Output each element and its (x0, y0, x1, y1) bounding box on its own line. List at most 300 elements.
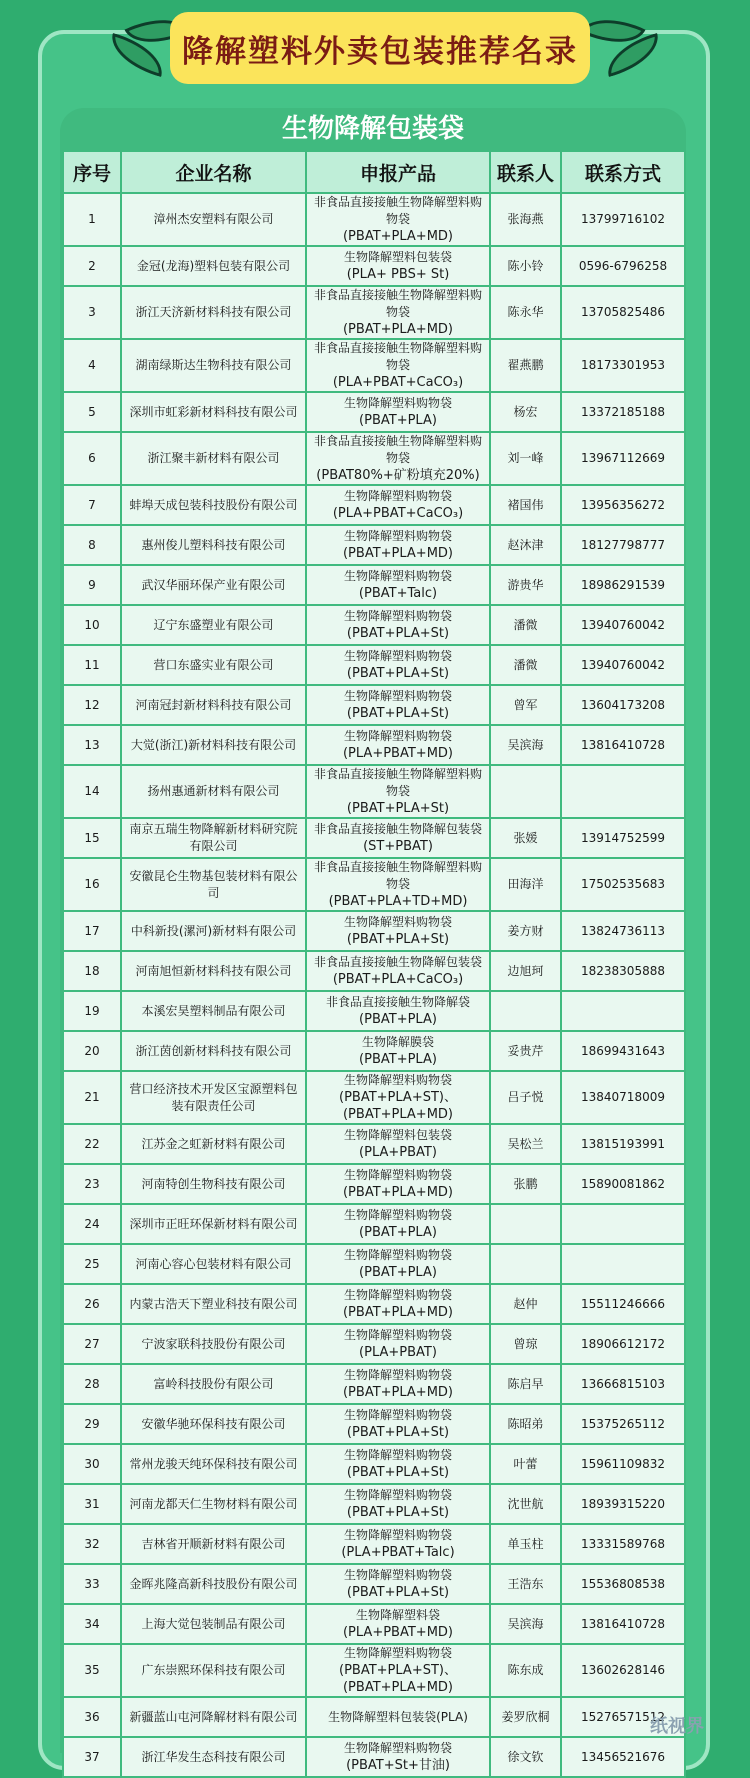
product-name: 非食品直接接触生物降解包装袋 (313, 822, 482, 836)
product-name: 非食品直接接触生物降解塑料购物袋 (313, 341, 482, 372)
row-number: 8 (63, 525, 121, 565)
contact-person: 陈东成 (490, 1644, 561, 1697)
product-cell (306, 818, 490, 858)
row-number: 29 (63, 1404, 121, 1444)
contact-person: 吴滨海 (490, 1604, 561, 1644)
company-name: 深圳市虹彩新材料科技有限公司 (121, 392, 306, 432)
product-composition: (PBAT+PLA+St) (346, 1465, 450, 1480)
contact-person: 王浩东 (490, 1564, 561, 1604)
contact-person: 田海洋 (490, 858, 561, 911)
product-composition: (PLA+PBAT+CaCO₃) (332, 506, 464, 521)
contact-person: 陈启早 (490, 1364, 561, 1404)
product-name: 非食品直接接触生物降解塑料购物袋 (313, 860, 482, 891)
contact-phone: 15961109832 (561, 1444, 685, 1484)
table-row (63, 1164, 685, 1204)
contact-person: 陈小铃 (490, 246, 561, 286)
product-cell (306, 1484, 490, 1524)
company-name: 宁波家联科技股份有限公司 (121, 1324, 306, 1364)
product-cell (306, 1284, 490, 1324)
row-number: 4 (63, 339, 121, 392)
product-cell (306, 1164, 490, 1204)
contact-phone: 18699431643 (561, 1031, 685, 1071)
contact-phone (561, 765, 685, 818)
company-name: 大觉(浙江)新材料科技有限公司 (121, 725, 306, 765)
company-name: 浙江天济新材料科技有限公司 (121, 286, 306, 339)
company-name: 扬州惠通新材料有限公司 (121, 765, 306, 818)
product-cell (306, 645, 490, 685)
product-composition: (PBAT+PLA+CaCO₃) (332, 972, 464, 987)
table-row (63, 605, 685, 645)
product-composition: (PBAT+PLA+MD) (342, 1385, 453, 1400)
table-row (63, 645, 685, 685)
contact-phone: 17502535683 (561, 858, 685, 911)
table-row (63, 485, 685, 525)
product-cell (306, 605, 490, 645)
column-header: 申报产品 (306, 151, 490, 193)
company-name: 惠州俊儿塑料科技有限公司 (121, 525, 306, 565)
product-name: 非食品直接接触生物降解塑料购物袋 (313, 767, 482, 798)
product-composition: (PBAT+PLA+St) (346, 626, 450, 641)
product-name: 生物降解塑料购物袋 (343, 1528, 452, 1542)
table-row (63, 432, 685, 485)
company-name: 吉林省开顺新材料有限公司 (121, 1524, 306, 1564)
table-row (63, 1071, 685, 1124)
product-composition: (PBAT+PLA+ST)、(PBAT+PLA+MD) (339, 1663, 457, 1695)
company-name: 安徽昆仑生物基包装材料有限公司 (121, 858, 306, 911)
product-composition: (PLA+PBAT) (359, 1345, 437, 1360)
contact-phone: 13816410728 (561, 1604, 685, 1644)
company-name: 辽宁东盛塑业有限公司 (121, 605, 306, 645)
company-name: 广东崇熙环保科技有限公司 (121, 1644, 306, 1697)
product-composition: (PBAT+PLA) (359, 413, 437, 428)
contact-person: 边旭珂 (490, 951, 561, 991)
company-name: 中科新投(漯河)新材料有限公司 (121, 911, 306, 951)
product-cell (306, 1404, 490, 1444)
product-name: 生物降解塑料购物袋 (343, 396, 452, 410)
contact-person: 张海燕 (490, 193, 561, 246)
product-name: 非食品直接接触生物降解袋 (325, 995, 470, 1009)
row-number: 25 (63, 1244, 121, 1284)
contact-phone (561, 1204, 685, 1244)
product-composition: (PBAT+PLA+MD) (342, 1305, 453, 1320)
contact-person: 妥贵芹 (490, 1031, 561, 1071)
product-name: 非食品直接接触生物降解塑料购物袋 (313, 288, 482, 319)
contact-person (490, 991, 561, 1031)
row-number: 9 (63, 565, 121, 605)
table-row (63, 1564, 685, 1604)
column-header: 企业名称 (121, 151, 306, 193)
row-number: 31 (63, 1484, 121, 1524)
product-name: 生物降解塑料购物袋 (343, 1368, 452, 1382)
contact-phone: 13940760042 (561, 645, 685, 685)
product-cell (306, 246, 490, 286)
contact-phone: 13602628146 (561, 1644, 685, 1697)
company-name: 金冠(龙海)塑料包装有限公司 (121, 246, 306, 286)
contact-phone: 13914752599 (561, 818, 685, 858)
product-composition: (PBAT+PLA+St) (346, 706, 450, 721)
company-name: 金晖兆隆高新科技股份有限公司 (121, 1564, 306, 1604)
row-number: 21 (63, 1071, 121, 1124)
product-name: 生物降解塑料购物袋 (343, 1568, 452, 1582)
row-number: 37 (63, 1737, 121, 1777)
row-number: 30 (63, 1444, 121, 1484)
contact-phone: 13967112669 (561, 432, 685, 485)
watermark-logo: 纸视界 (650, 1716, 704, 1737)
contact-person: 游贵华 (490, 565, 561, 605)
table-row (63, 286, 685, 339)
contact-person: 曾军 (490, 685, 561, 725)
contact-phone: 13372185188 (561, 392, 685, 432)
product-composition: (PBAT+PLA) (359, 1052, 437, 1067)
table-row (63, 765, 685, 818)
contact-person: 张鹏 (490, 1164, 561, 1204)
product-name: 生物降解塑料包装袋(PLA) (328, 1709, 468, 1724)
company-name: 浙江华发生态科技有限公司 (121, 1737, 306, 1777)
product-cell (306, 1604, 490, 1644)
product-cell (306, 1737, 490, 1777)
contact-person: 陈昭弟 (490, 1404, 561, 1444)
table-row (63, 1404, 685, 1444)
contact-person: 潘微 (490, 645, 561, 685)
table-header-row (63, 151, 685, 193)
company-name: 营口东盛实业有限公司 (121, 645, 306, 685)
company-name: 浙江聚丰新材料有限公司 (121, 432, 306, 485)
company-name: 南京五瑞生物降解新材料研究院有限公司 (121, 818, 306, 858)
company-name: 深圳市正旺环保新材料有限公司 (121, 1204, 306, 1244)
product-composition: (PBAT+PLA) (359, 1265, 437, 1280)
row-number: 13 (63, 725, 121, 765)
contact-person: 刘一峰 (490, 432, 561, 485)
company-name: 营口经济技术开发区宝源塑料包装有限责任公司 (121, 1071, 306, 1124)
contact-phone: 13799716102 (561, 193, 685, 246)
contact-phone: 13940760042 (561, 605, 685, 645)
product-composition: (PBAT+PLA+MD) (342, 322, 453, 337)
product-cell (306, 1524, 490, 1564)
table-row (63, 1604, 685, 1644)
row-number: 7 (63, 485, 121, 525)
product-name: 非食品直接接触生物降解塑料购物袋 (313, 434, 482, 465)
product-cell (306, 858, 490, 911)
product-cell (306, 765, 490, 818)
product-cell (306, 951, 490, 991)
company-name: 河南心容心包装材料有限公司 (121, 1244, 306, 1284)
page-title: 降解塑料外卖包装推荐名录 (170, 12, 590, 84)
table-row (63, 193, 685, 246)
product-composition: (PLA+PBAT+CaCO₃) (332, 375, 464, 390)
product-cell (306, 525, 490, 565)
contact-phone (561, 991, 685, 1031)
contact-person: 褚国伟 (490, 485, 561, 525)
row-number: 15 (63, 818, 121, 858)
company-name: 本溪宏昊塑料制品有限公司 (121, 991, 306, 1031)
column-header: 联系方式 (561, 151, 685, 193)
company-name: 河南特创生物科技有限公司 (121, 1164, 306, 1204)
product-cell (306, 1564, 490, 1604)
table-row (63, 565, 685, 605)
row-number: 19 (63, 991, 121, 1031)
contact-person (490, 1204, 561, 1244)
list-panel (60, 108, 686, 1773)
row-number: 14 (63, 765, 121, 818)
product-name: 生物降解塑料购物袋 (343, 1073, 452, 1087)
table-row (63, 1737, 685, 1777)
product-composition: (PBAT+PLA) (359, 1012, 437, 1027)
contact-phone: 15276571512 (561, 1697, 685, 1737)
row-number: 1 (63, 193, 121, 246)
table-row (63, 1644, 685, 1697)
product-cell (306, 485, 490, 525)
column-header: 联系人 (490, 151, 561, 193)
product-composition: (PBAT+St+甘油) (346, 1758, 450, 1773)
product-cell (306, 1071, 490, 1124)
table-row (63, 725, 685, 765)
product-composition: (ST+PBAT) (363, 839, 433, 854)
product-cell (306, 991, 490, 1031)
row-number: 20 (63, 1031, 121, 1071)
product-cell (306, 1697, 490, 1737)
company-name: 湖南绿斯达生物科技有限公司 (121, 339, 306, 392)
contact-person: 潘微 (490, 605, 561, 645)
row-number: 26 (63, 1284, 121, 1324)
contact-phone: 15511246666 (561, 1284, 685, 1324)
product-cell (306, 685, 490, 725)
company-name: 漳州杰安塑料有限公司 (121, 193, 306, 246)
table-row (63, 1204, 685, 1244)
contact-person: 杨宏 (490, 392, 561, 432)
product-composition: (PBAT+PLA+St) (346, 1585, 450, 1600)
company-name: 武汉华丽环保产业有限公司 (121, 565, 306, 605)
table-row (63, 858, 685, 911)
contact-phone: 13331589768 (561, 1524, 685, 1564)
row-number: 17 (63, 911, 121, 951)
contact-phone: 13705825486 (561, 286, 685, 339)
table-row (63, 951, 685, 991)
contact-person (490, 1244, 561, 1284)
company-name: 浙江茵创新材料科技有限公司 (121, 1031, 306, 1071)
contact-person: 曾琼 (490, 1324, 561, 1364)
contact-person: 姜罗欣桐 (490, 1697, 561, 1737)
company-name: 新疆蓝山屯河降解材料有限公司 (121, 1697, 306, 1737)
row-number: 5 (63, 392, 121, 432)
product-cell (306, 432, 490, 485)
table-row (63, 1031, 685, 1071)
row-number: 34 (63, 1604, 121, 1644)
contact-person: 张媛 (490, 818, 561, 858)
row-number: 11 (63, 645, 121, 685)
contact-person: 翟燕鹏 (490, 339, 561, 392)
contact-person: 赵沐津 (490, 525, 561, 565)
product-composition: (PBAT+PLA) (359, 1225, 437, 1240)
company-name: 内蒙古浩天下塑业科技有限公司 (121, 1284, 306, 1324)
contact-person: 吴松兰 (490, 1124, 561, 1164)
table-row (63, 392, 685, 432)
product-cell (306, 565, 490, 605)
product-cell (306, 725, 490, 765)
table-row (63, 246, 685, 286)
contact-phone: 13815193991 (561, 1124, 685, 1164)
contact-phone: 15536808538 (561, 1564, 685, 1604)
product-composition: (PBAT+PLA+St) (346, 1425, 450, 1440)
product-composition: (PBAT+PLA+St) (346, 932, 450, 947)
table-row (63, 991, 685, 1031)
contact-phone: 18127798777 (561, 525, 685, 565)
product-composition: (PLA+PBAT) (359, 1145, 437, 1160)
table-row (63, 818, 685, 858)
product-name: 生物降解塑料购物袋 (343, 1208, 452, 1222)
row-number: 18 (63, 951, 121, 991)
contact-phone: 13666815103 (561, 1364, 685, 1404)
product-name: 生物降解塑料购物袋 (343, 649, 452, 663)
product-composition: (PLA+PBAT+Talc) (341, 1545, 455, 1560)
contact-phone: 13956356272 (561, 485, 685, 525)
product-name: 生物降解塑料购物袋 (343, 915, 452, 929)
company-name: 江苏金之虹新材料有限公司 (121, 1124, 306, 1164)
product-composition: (PBAT+PLA+MD) (342, 1185, 453, 1200)
row-number: 10 (63, 605, 121, 645)
product-composition: (PBAT+PLA+MD) (342, 229, 453, 244)
contact-phone: 13816410728 (561, 725, 685, 765)
product-name: 生物降解塑料购物袋 (343, 1288, 452, 1302)
contact-phone: 15890081862 (561, 1164, 685, 1204)
company-name: 上海大觉包装制品有限公司 (121, 1604, 306, 1644)
product-name: 生物降解塑料包装袋 (343, 250, 452, 264)
product-name: 生物降解塑料购物袋 (343, 1248, 452, 1262)
product-composition: (PLA+PBAT+MD) (342, 1625, 453, 1640)
product-cell (306, 1031, 490, 1071)
contact-phone: 15375265112 (561, 1404, 685, 1444)
product-name: 生物降解塑料购物袋 (343, 1168, 452, 1182)
product-name: 非食品直接接触生物降解塑料购物袋 (313, 195, 482, 226)
row-number: 2 (63, 246, 121, 286)
product-composition: (PBAT+PLA+St) (346, 801, 450, 816)
product-composition: (PBAT+PLA+St) (346, 666, 450, 681)
product-name: 生物降解塑料购物袋 (343, 1328, 452, 1342)
product-name: 非食品直接接触生物降解包装袋 (313, 955, 482, 969)
company-name: 河南冠封新材料科技有限公司 (121, 685, 306, 725)
product-composition: (PBAT+Talc) (358, 586, 438, 601)
company-name: 河南龙都天仁生物材料有限公司 (121, 1484, 306, 1524)
product-name: 生物降解塑料购物袋 (343, 1646, 452, 1660)
row-number: 16 (63, 858, 121, 911)
table-row (63, 1124, 685, 1164)
product-cell (306, 193, 490, 246)
product-name: 生物降解塑料包装袋 (343, 1128, 452, 1142)
table-body (63, 193, 685, 1777)
product-composition: (PLA+ PBS+ St) (346, 267, 450, 282)
table-row (63, 1697, 685, 1737)
contact-person: 赵仲 (490, 1284, 561, 1324)
product-cell (306, 1244, 490, 1284)
row-number: 32 (63, 1524, 121, 1564)
row-number: 27 (63, 1324, 121, 1364)
contact-person: 吴滨海 (490, 725, 561, 765)
product-cell (306, 286, 490, 339)
product-cell (306, 1444, 490, 1484)
contact-phone (561, 1244, 685, 1284)
column-header: 序号 (63, 151, 121, 193)
product-name: 生物降解塑料购物袋 (343, 529, 452, 543)
contact-person (490, 765, 561, 818)
contact-phone: 18986291539 (561, 565, 685, 605)
product-name: 生物降解塑料购物袋 (343, 489, 452, 503)
product-cell (306, 911, 490, 951)
product-composition: (PBAT+PLA+St) (346, 1505, 450, 1520)
product-composition: (PBAT+PLA+TD+MD) (328, 894, 468, 909)
contact-person: 吕子悦 (490, 1071, 561, 1124)
product-cell (306, 1364, 490, 1404)
contact-phone: 18238305888 (561, 951, 685, 991)
row-number: 36 (63, 1697, 121, 1737)
recommendation-table (62, 150, 686, 1778)
product-cell (306, 339, 490, 392)
product-name: 生物降解塑料购物袋 (343, 1488, 452, 1502)
contact-phone: 18173301953 (561, 339, 685, 392)
row-number: 35 (63, 1644, 121, 1697)
table-row (63, 1484, 685, 1524)
product-name: 生物降解塑料购物袋 (343, 1408, 452, 1422)
contact-phone: 13840718009 (561, 1071, 685, 1124)
contact-person: 叶蕾 (490, 1444, 561, 1484)
product-cell (306, 392, 490, 432)
company-name: 河南旭恒新材料科技有限公司 (121, 951, 306, 991)
table-row (63, 685, 685, 725)
product-name: 生物降解塑料购物袋 (343, 729, 452, 743)
table-row (63, 1524, 685, 1564)
company-name: 富岭科技股份有限公司 (121, 1364, 306, 1404)
product-composition: (PBAT+PLA+ST)、(PBAT+PLA+MD) (339, 1090, 457, 1122)
product-name: 生物降解塑料购物袋 (343, 569, 452, 583)
product-composition: (PBAT+PLA+MD) (342, 546, 453, 561)
product-composition: (PLA+PBAT+MD) (342, 746, 453, 761)
company-name: 蚌埠天成包装科技股份有限公司 (121, 485, 306, 525)
table-row (63, 1284, 685, 1324)
product-cell (306, 1324, 490, 1364)
table-row (63, 339, 685, 392)
contact-phone: 18906612172 (561, 1324, 685, 1364)
company-name: 常州龙骏天纯环保科技有限公司 (121, 1444, 306, 1484)
product-cell (306, 1124, 490, 1164)
product-name: 生物降解塑料袋 (355, 1608, 440, 1622)
row-number: 22 (63, 1124, 121, 1164)
row-number: 28 (63, 1364, 121, 1404)
product-cell (306, 1644, 490, 1697)
row-number: 33 (63, 1564, 121, 1604)
row-number: 23 (63, 1164, 121, 1204)
product-name: 生物降解塑料购物袋 (343, 1448, 452, 1462)
company-name: 安徽华驰环保科技有限公司 (121, 1404, 306, 1444)
contact-phone: 18939315220 (561, 1484, 685, 1524)
row-number: 3 (63, 286, 121, 339)
contact-phone: 13824736113 (561, 911, 685, 951)
contact-phone: 13456521676 (561, 1737, 685, 1777)
table-row (63, 1244, 685, 1284)
contact-person: 单玉柱 (490, 1524, 561, 1564)
product-name: 生物降解塑料购物袋 (343, 609, 452, 623)
table-row (63, 1444, 685, 1484)
product-name: 生物降解塑料购物袋 (343, 689, 452, 703)
product-composition: (PBAT80%+矿粉填充20%) (316, 468, 480, 483)
table-row (63, 1364, 685, 1404)
product-name: 生物降解膜袋 (361, 1035, 434, 1049)
table-row (63, 525, 685, 565)
row-number: 24 (63, 1204, 121, 1244)
product-name: 生物降解塑料购物袋 (343, 1741, 452, 1755)
contact-person: 姜方财 (490, 911, 561, 951)
contact-person: 沈世航 (490, 1484, 561, 1524)
contact-person: 徐文钦 (490, 1737, 561, 1777)
contact-person: 陈永华 (490, 286, 561, 339)
row-number: 12 (63, 685, 121, 725)
